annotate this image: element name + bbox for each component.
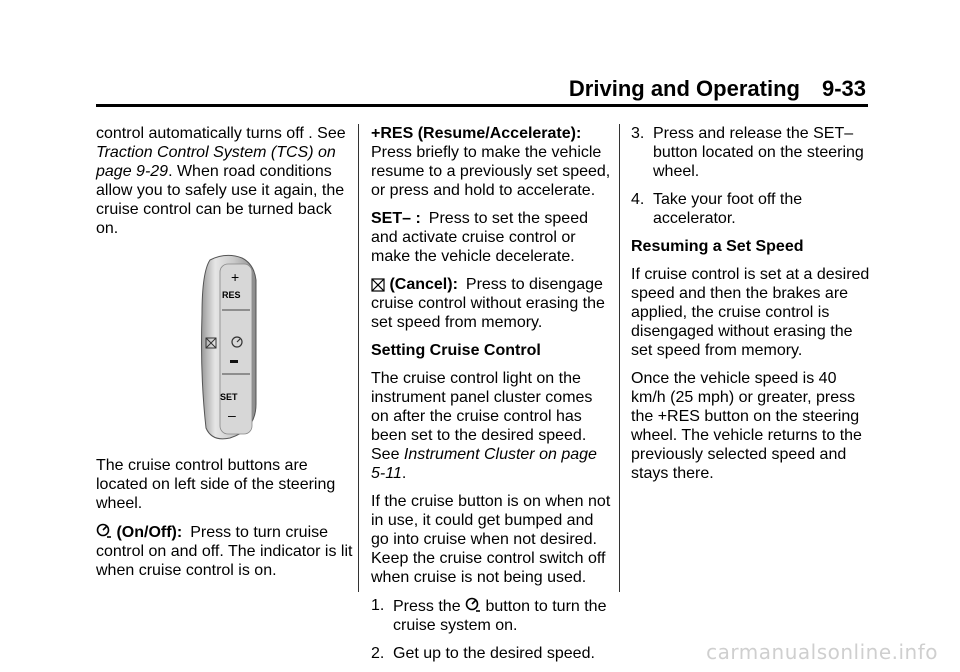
instrument-cluster-link[interactable]: Instrument Cluster on page 5-11 — [371, 446, 597, 482]
section-title: Driving and Operating — [568, 76, 800, 101]
paragraph — [371, 275, 611, 332]
step-number: 4. — [631, 191, 645, 208]
step-number: 3. — [631, 125, 645, 142]
text: The cruise control light on the instrument panel cluster comes on after the cruise control has been set to the desired speed. See — [371, 370, 593, 463]
set-label: SET — [220, 392, 238, 402]
text: Press the — [393, 598, 461, 615]
text: . — [401, 465, 407, 482]
text: Press to set the speed and activate cruise control or make the vehicle decelerate. — [371, 210, 588, 265]
step-text — [393, 596, 611, 635]
step-text: Take your foot off the accelerator. — [653, 191, 803, 227]
onoff-label: (On/Off): — [116, 524, 183, 541]
cancel-label: (Cancel): — [389, 276, 458, 293]
column-1 — [96, 124, 356, 589]
column-3 — [631, 124, 871, 492]
minus-label: – — [228, 407, 236, 423]
res-label: RES — [222, 290, 241, 300]
step-text: Get up to the desired speed. — [393, 645, 595, 662]
cruise-on-off-icon — [465, 596, 481, 614]
watermark: carmanualsonline.info — [706, 640, 938, 664]
text: button to turn the cruise system on. — [393, 598, 607, 634]
paragraph: Once the vehicle speed is 40 km/h (25 mph) or greater, press the +RES button on the steering wheel. The vehicle returns to the previously selected speed and stays there. — [631, 370, 862, 482]
column-divider — [358, 124, 359, 592]
page-number: 9-33 — [821, 76, 866, 101]
paragraph — [96, 522, 356, 580]
list-item — [371, 596, 611, 635]
text: Press to disengage cruise control without erasing the set speed from memory. — [371, 276, 605, 331]
paragraph — [371, 209, 611, 266]
plus-label: + — [231, 269, 240, 285]
indicator-light — [230, 360, 238, 363]
paragraph — [96, 124, 356, 238]
list-item — [631, 190, 871, 228]
paragraph: If cruise control is set at a desired speed and then the brakes are applied, the cruise control is disengaged without erasing the set speed from memory. — [631, 266, 870, 359]
section-header — [569, 76, 866, 102]
set-label: SET– : — [371, 210, 421, 227]
steering-control-illustration — [96, 254, 356, 444]
list-item — [371, 644, 611, 663]
step-number: 2. — [371, 645, 385, 662]
text: control automatically turns off . See — [96, 125, 346, 142]
header-rule — [96, 104, 868, 107]
cancel-icon — [371, 278, 385, 292]
column-divider — [619, 124, 620, 592]
paragraph: The cruise control buttons are located on left side of the steering wheel. — [96, 457, 336, 512]
column-2 — [371, 124, 611, 672]
text: Press to turn cruise control on and off. The indicator is lit when cruise control is on. — [96, 524, 353, 579]
section-heading: Setting Cruise Control — [371, 342, 541, 359]
step-text: Press and release the SET– button located on the steering wheel. — [653, 125, 864, 180]
paragraph — [371, 124, 611, 200]
text: . When road conditions allow you to safely use it again, the cruise control can be turned back on. — [96, 163, 345, 237]
cruise-on-off-icon — [96, 522, 112, 540]
section-heading: Resuming a Set Speed — [631, 238, 804, 255]
list-item — [631, 124, 871, 181]
tcs-link[interactable]: Traction Control System (TCS) on page 9-29 — [96, 144, 336, 180]
paragraph — [371, 369, 611, 483]
text: Press briefly to make the vehicle resume to a previously set speed, or press and hold to accelerate. — [371, 144, 611, 199]
res-label: +RES (Resume/Accelerate): — [371, 125, 582, 142]
paragraph: If the cruise button is on when not in use, it could get bumped and go into cruise when not desired. Keep the cruise control switch off when cruise is not being used. — [371, 493, 611, 586]
step-number: 1. — [371, 597, 385, 614]
